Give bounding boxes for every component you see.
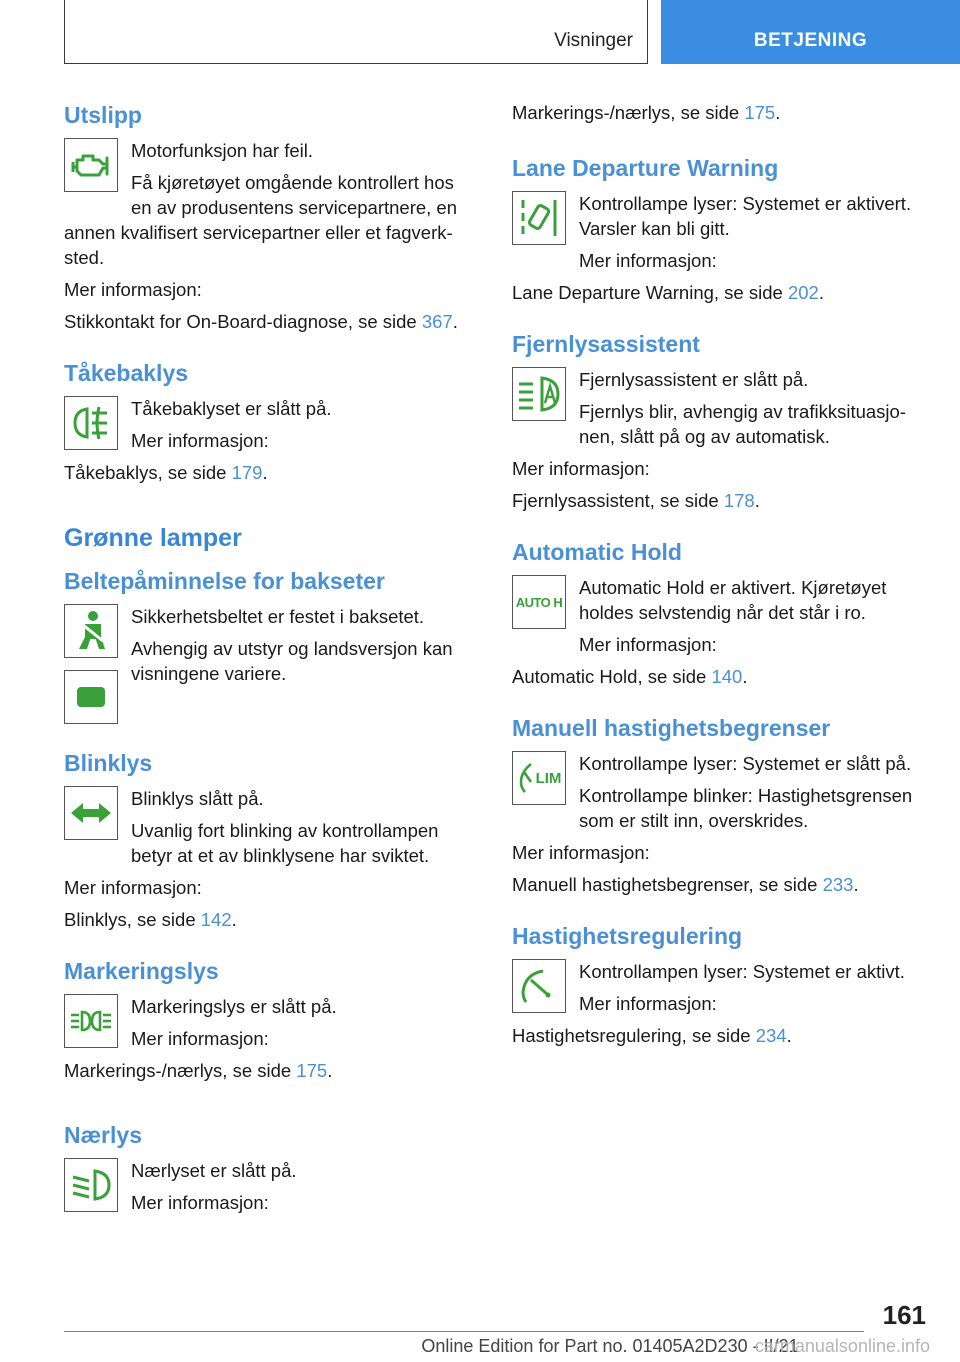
ref-end: . xyxy=(262,462,268,483)
seatbelt-icon xyxy=(64,604,118,658)
belte-text-1: Sikkerhetsbeltet er festet i baksetet. xyxy=(131,606,425,627)
heading-lane-departure: Lane Departure Warning xyxy=(512,155,779,181)
auto-hold-icon xyxy=(512,575,566,629)
utslipp-text-3: Mer informasjon: xyxy=(64,279,202,300)
chapter-title: Visninger xyxy=(554,30,633,51)
right-column xyxy=(512,100,932,1079)
naerlys-text-2: Mer informasjon: xyxy=(131,1192,269,1213)
engine-warning-icon xyxy=(64,138,118,192)
naerlys-text-1: Nærlyset er slått på. xyxy=(131,1160,297,1181)
ref-text: Manuell hastighetsbegrenser, se side xyxy=(512,874,823,895)
markeringslys-text-1: Markeringslys er slått på. xyxy=(131,996,337,1017)
page-link[interactable]: 140 xyxy=(711,666,743,687)
ref-end: . xyxy=(786,1025,792,1046)
low-beam-icon xyxy=(64,1158,118,1212)
high-beam-assist-icon xyxy=(512,367,566,421)
left-column xyxy=(64,100,476,1246)
autohold-text-2: Mer informasjon: xyxy=(579,634,717,655)
fjern-reference xyxy=(512,488,932,513)
ref-text: Tåkebaklys, se side xyxy=(64,462,232,483)
ref-end: . xyxy=(327,1060,333,1081)
cruise-control-icon xyxy=(512,959,566,1013)
ref-end: . xyxy=(818,282,824,303)
ref-text: Automatic Hold, se side xyxy=(512,666,712,687)
section-markeringslys xyxy=(64,956,476,1090)
takebaklys-text-2: Mer informasjon: xyxy=(131,430,269,451)
takebaklys-reference xyxy=(64,460,476,485)
heading-utslipp: Utslipp xyxy=(64,102,142,128)
section-cruise-control xyxy=(512,921,932,1055)
page-link[interactable]: 233 xyxy=(822,874,854,895)
section-blinklys xyxy=(64,748,476,932)
cruise-text-2: Mer informasjon: xyxy=(579,993,717,1014)
markeringslys-text-2: Mer informasjon: xyxy=(131,1028,269,1049)
section-lane-departure xyxy=(512,153,932,305)
lane-text-1: Kontrollampe lyser: Systemet er aktivert. Varsler kan bli gitt. xyxy=(579,193,912,239)
section-fjernlysassistent xyxy=(512,329,932,513)
section-tab xyxy=(661,0,960,64)
blinklys-text-2: Uvanlig fort blinking av kontrollampen betyr at et av blinklysene har sviktet. xyxy=(131,820,439,866)
heading-takebaklys: Tåkebaklys xyxy=(64,360,189,386)
section-utslipp xyxy=(64,100,476,334)
heading-fjernlysassistent: Fjernlysassistent xyxy=(512,331,700,357)
ref-text: Stikkontakt for On-Board-diagnose, se side xyxy=(64,311,422,332)
section-beltepaminnelse xyxy=(64,566,476,724)
page-link[interactable]: 178 xyxy=(723,490,755,511)
section-speed-limiter xyxy=(512,713,932,897)
markerings-reference-continued xyxy=(512,100,932,125)
markeringslys-reference xyxy=(64,1058,476,1083)
cruise-reference xyxy=(512,1023,932,1048)
takebaklys-text-1: Tåkebaklyset er slått på. xyxy=(131,398,332,419)
ref-text: Fjernlysassistent, se side xyxy=(512,490,724,511)
belte-text-2: Avhengig av utstyr og landsversjon kan visningene variere. xyxy=(131,638,453,684)
edition-text: Online Edition for Part no. 01405A2D230 - II/21 xyxy=(421,1336,799,1356)
section-label: BETJENING xyxy=(753,30,868,51)
page-link[interactable]: 142 xyxy=(200,909,232,930)
heading-naerlys: Nærlys xyxy=(64,1122,142,1148)
belt-icons xyxy=(64,604,118,724)
lane-departure-icon xyxy=(512,191,566,245)
heading-automatic-hold: Automatic Hold xyxy=(512,539,682,565)
lim-text-1: Kontrollampe lyser: Systemet er slått på. xyxy=(579,753,912,774)
heading-markeringslys: Markeringslys xyxy=(64,958,219,984)
utslipp-text-2: Få kjøretøyet omgående kontrollert hos en av produsentens servicepartnere, en annen kvalifisert servicepartner eller et fagverk-sted. xyxy=(64,172,458,268)
heading-blinklys: Blinklys xyxy=(64,750,153,776)
ref-text: Markerings-/nærlys, se side xyxy=(64,1060,297,1081)
section-automatic-hold xyxy=(512,537,932,689)
speed-limiter-icon-label: LIM xyxy=(535,769,562,787)
header-chapter-box xyxy=(64,0,648,64)
fjern-text-1: Fjernlysassistent er slått på. xyxy=(579,369,809,390)
heading-speed-limiter: Manuell hastighetsbegrenser xyxy=(512,715,831,741)
auto-hold-icon-label: AUTO H xyxy=(515,594,563,610)
autohold-text-1: Automatic Hold er aktivert. Kjøretøyet holdes selvstendig når det står i ro. xyxy=(579,577,887,623)
utslipp-reference xyxy=(64,309,476,334)
fjern-text-2: Fjernlys blir, avhengig av trafikksituasjo-nen, slått på og av automatisk. xyxy=(579,401,906,447)
heading-beltepaminnelse: Beltepåminnelse for bakseter xyxy=(64,568,385,594)
lim-reference xyxy=(512,872,932,897)
heading-cruise-control: Hastighetsregulering xyxy=(512,923,743,949)
page-link[interactable]: 367 xyxy=(421,311,453,332)
ref-text: Blinklys, se side xyxy=(64,909,201,930)
page-link[interactable]: 202 xyxy=(787,282,819,303)
parking-light-icon xyxy=(64,994,118,1048)
watermark: carmanualsonline.info xyxy=(754,1336,930,1356)
speed-limiter-icon xyxy=(512,751,566,805)
cruise-text-1: Kontrollampen lyser: Systemet er aktivt. xyxy=(579,961,905,982)
rear-fog-light-icon xyxy=(64,396,118,450)
blinklys-reference xyxy=(64,907,476,932)
lim-text-2: Kontrollampe blinker: Hastighetsgrensen som er stilt inn, overskrides. xyxy=(579,785,913,831)
lane-text-2: Mer informasjon: xyxy=(579,250,717,271)
page-link[interactable]: 175 xyxy=(296,1060,328,1081)
section-naerlys xyxy=(64,1120,476,1222)
lim-text-3: Mer informasjon: xyxy=(512,842,650,863)
ref-text: Hastighetsregulering, se side xyxy=(512,1025,756,1046)
utslipp-text-1: Motorfunksjon har feil. xyxy=(131,140,314,161)
ref-end: . xyxy=(775,102,781,123)
fjern-text-3: Mer informasjon: xyxy=(512,458,650,479)
page-number: 161 xyxy=(882,1300,926,1330)
autohold-reference xyxy=(512,664,932,689)
ref-end: . xyxy=(452,311,458,332)
blinklys-text-1: Blinklys slått på. xyxy=(131,788,264,809)
section-takebaklys xyxy=(64,358,476,492)
page-link[interactable]: 175 xyxy=(744,102,776,123)
ref-end: . xyxy=(754,490,760,511)
ref-text: Lane Departure Warning, se side xyxy=(512,282,788,303)
page-link[interactable]: 234 xyxy=(755,1025,787,1046)
rear-seat-icon xyxy=(64,670,118,724)
ref-end: . xyxy=(231,909,237,930)
ref-end: . xyxy=(742,666,748,687)
heading-gronne-lamper: Grønne lamper xyxy=(64,524,242,552)
lane-reference xyxy=(512,280,932,305)
blinklys-text-3: Mer informasjon: xyxy=(64,877,202,898)
ref-end: . xyxy=(853,874,859,895)
ref-text: Markerings-/nærlys, se side xyxy=(512,102,745,123)
footer-divider xyxy=(64,1331,864,1332)
turn-signal-icon xyxy=(64,786,118,840)
page-link[interactable]: 179 xyxy=(231,462,263,483)
